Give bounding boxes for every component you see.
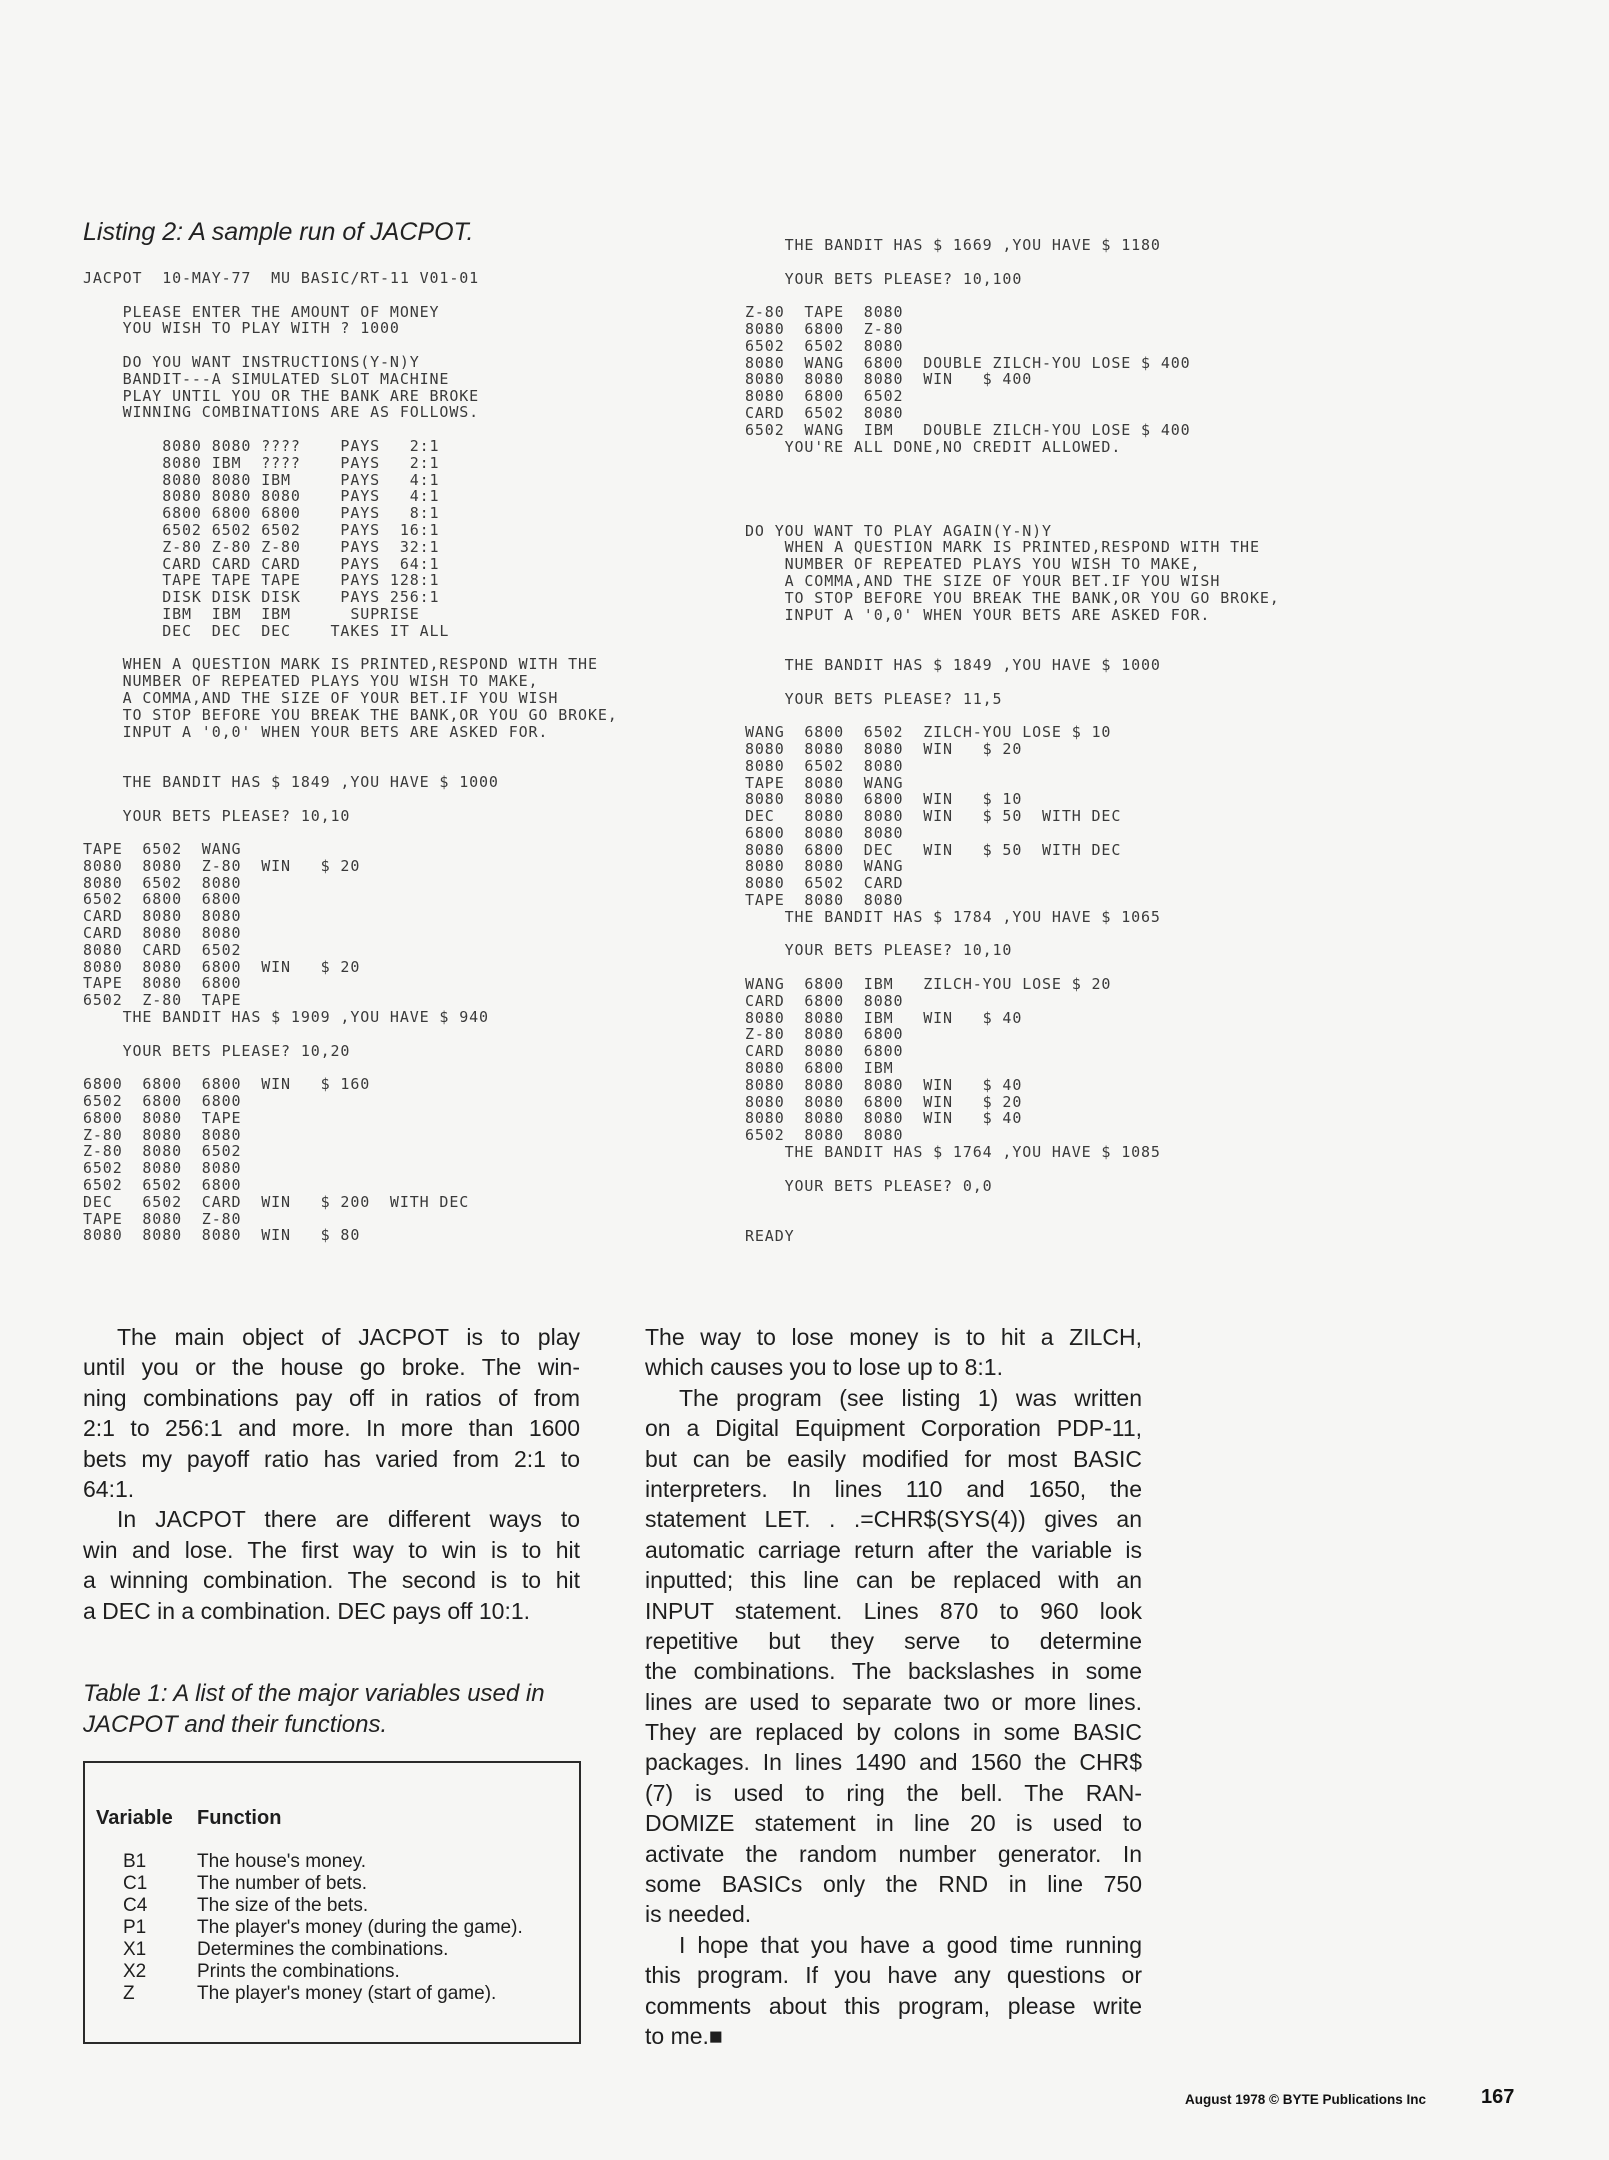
- listing-line: CARD 6502 8080: [745, 403, 904, 422]
- listing-line: [745, 623, 1280, 640]
- variable-function: Prints the combinations.: [197, 1961, 400, 1982]
- listing-line: TAPE 6502 WANG: [83, 840, 242, 859]
- listing-line: CARD 8080 6800: [745, 1042, 904, 1061]
- paragraph-line: packages. In lines 1490 and 1560 the CHR$: [645, 1749, 1142, 1776]
- footer-credit: August 1978 © BYTE Publications Inc: [1185, 2092, 1426, 2107]
- body-column-left: [83, 1322, 580, 1626]
- listing-line: [83, 287, 618, 304]
- listing-line: JACPOT 10-MAY-77 MU BASIC/RT-11 V01-01: [83, 269, 480, 287]
- listing-line: 8080 IBM ???? PAYS 2:1: [83, 453, 440, 472]
- listing-line: [745, 254, 1280, 271]
- listing-line: WHEN A QUESTION MARK IS PRINTED,RESPOND WITH THE: [83, 655, 598, 674]
- variable-name: C1: [123, 1873, 148, 1894]
- variable-function: The number of bets.: [197, 1873, 368, 1894]
- listing-line: 8080 8080 8080 WIN $ 20: [745, 739, 1023, 758]
- listing-line: CARD 8080 8080: [83, 924, 242, 943]
- listing-line: DEC DEC DEC TAKES IT ALL: [83, 621, 450, 640]
- page-number: 167: [1481, 2086, 1515, 2108]
- listing-line: WHEN A QUESTION MARK IS PRINTED,RESPOND WITH THE: [745, 538, 1260, 557]
- paragraph-line: win and lose. The first way to win is to hit: [83, 1536, 580, 1563]
- listing-line: TAPE 8080 8080: [745, 891, 904, 910]
- listing-line: WINNING COMBINATIONS ARE AS FOLLOWS.: [83, 403, 480, 422]
- paragraph-line: interpreters. In lines 110 and 1650, the: [645, 1475, 1142, 1502]
- listing-line: [83, 421, 618, 438]
- paragraph-line: lines are used to separate two or more lines.: [645, 1688, 1142, 1715]
- paragraph-line: activate the random number generator. In: [645, 1840, 1142, 1867]
- listing-line: [745, 287, 1280, 304]
- listing-line: 6502 WANG IBM DOUBLE ZILCH-YOU LOSE $ 400: [745, 420, 1191, 439]
- listing-line: 8080 8080 8080 WIN $ 40: [745, 1075, 1023, 1094]
- listing-line: 6502 6502 6800: [83, 1176, 242, 1195]
- variable-name: X1: [123, 1939, 147, 1960]
- listing-line: YOUR BETS PLEASE? 10,10: [83, 806, 351, 825]
- listing-line: 6502 Z-80 TAPE: [83, 991, 242, 1010]
- paragraph-line: to me.■: [645, 2022, 723, 2049]
- listing-line: TAPE 8080 WANG: [745, 773, 904, 792]
- listing-line: Z-80 TAPE 8080: [745, 303, 904, 322]
- listing-line: 8080 8080 Z-80 WIN $ 20: [83, 856, 361, 875]
- paragraph-line: comments about this program, please write: [645, 1992, 1142, 2019]
- listing-line: [83, 1026, 618, 1043]
- table-row: [85, 1873, 579, 1895]
- listing-line: IBM IBM IBM SUPRISE: [83, 604, 420, 623]
- listing-line: [745, 489, 1280, 506]
- variable-function: The house's money.: [197, 1851, 367, 1872]
- listing-line: 8080 6502 8080: [83, 873, 242, 892]
- paragraph-line: the combinations. The backslashes in some: [645, 1658, 1142, 1685]
- listing-line: THE BANDIT HAS $ 1849 ,YOU HAVE $ 1000: [745, 655, 1161, 674]
- variable-function: The player's money (start of game).: [197, 1983, 497, 2004]
- listing-line: [745, 674, 1280, 691]
- listing-line: THE BANDIT HAS $ 1784 ,YOU HAVE $ 1065: [745, 907, 1161, 926]
- listing-line: 8080 CARD 6502: [83, 940, 242, 959]
- listing-caption: Listing 2: A sample run of JACPOT.: [83, 218, 474, 246]
- listing-line: [745, 506, 1280, 523]
- variables-table: [83, 1761, 581, 2044]
- listing-line: 6800 8080 8080: [745, 823, 904, 842]
- listing-line: NUMBER OF REPEATED PLAYS YOU WISH TO MAKE,: [83, 672, 539, 691]
- listing-line: Z-80 Z-80 Z-80 PAYS 32:1: [83, 537, 440, 556]
- listing-line: PLAY UNTIL YOU OR THE BANK ARE BROKE: [83, 386, 480, 405]
- paragraph-line: some BASICs only the RND in line 750: [645, 1871, 1142, 1898]
- listing-line: Z-80 8080 8080: [83, 1125, 242, 1144]
- listing-line: 8080 6800 DEC WIN $ 50 WITH DEC: [745, 840, 1122, 859]
- listing-line: YOUR BETS PLEASE? 11,5: [745, 689, 1003, 708]
- listing-line: 8080 6502 8080: [745, 756, 904, 775]
- listing-line: YOU'RE ALL DONE,NO CREDIT ALLOWED.: [745, 437, 1122, 456]
- listing-line: WANG 6800 6502 ZILCH-YOU LOSE $ 10: [745, 723, 1112, 742]
- paragraph-line: until you or the house go broke. The win-: [83, 1354, 580, 1381]
- paragraph-line: The main object of JACPOT is to play: [117, 1324, 580, 1350]
- listing-line: 8080 8080 6800 WIN $ 20: [83, 957, 361, 976]
- table-row: [85, 1961, 579, 1983]
- paragraph-line: They are replaced by colons in some BASIC: [645, 1719, 1142, 1746]
- listing-line: YOUR BETS PLEASE? 10,20: [83, 1041, 351, 1060]
- listing-line: 6502 6502 8080: [745, 336, 904, 355]
- table-row: [85, 1895, 579, 1917]
- listing-line: DO YOU WANT TO PLAY AGAIN(Y-N)Y: [745, 521, 1052, 540]
- header-function: Function: [197, 1807, 282, 1829]
- listing-line: [83, 1059, 618, 1076]
- paragraph-line: but can be easily modified for most BASIC: [645, 1445, 1142, 1472]
- variable-function: The player's money (during the game).: [197, 1917, 523, 1938]
- listing-line: 6502 6502 6502 PAYS 16:1: [83, 520, 440, 539]
- listing-line: 8080 6502 CARD: [745, 874, 904, 893]
- paragraph-line: statement LET. . .=CHR$(SYS(4)) gives an: [645, 1506, 1142, 1533]
- listing-line: 8080 8080 6800 WIN $ 10: [745, 790, 1023, 809]
- paragraph-line: this program. If you have any questions or: [645, 1962, 1142, 1989]
- listing-line: [83, 640, 618, 657]
- listing-line: YOUR BETS PLEASE? 0,0: [745, 1176, 993, 1195]
- listing-line: READY: [745, 1227, 795, 1246]
- listing-line: NUMBER OF REPEATED PLAYS YOU WISH TO MAKE,: [745, 555, 1201, 574]
- paragraph-line: INPUT statement. Lines 870 to 960 look: [645, 1597, 1142, 1624]
- paragraph-line: which causes you to lose up to 8:1.: [645, 1354, 1003, 1381]
- listing-line: THE BANDIT HAS $ 1669 ,YOU HAVE $ 1180: [745, 236, 1161, 254]
- header-variable: Variable: [96, 1807, 173, 1829]
- listing-line: 6800 6800 6800 PAYS 8:1: [83, 504, 440, 523]
- listing-line: [83, 824, 618, 841]
- listing-line: [83, 757, 618, 774]
- listing-line: [745, 707, 1280, 724]
- variable-name: Z: [123, 1983, 135, 2004]
- listing-line: [745, 472, 1280, 489]
- listing-line: BANDIT---A SIMULATED SLOT MACHINE: [83, 369, 450, 388]
- listing-left: [83, 270, 618, 1244]
- listing-line: [745, 455, 1280, 472]
- listing-line: 8080 8080 8080 WIN $ 40: [745, 1109, 1023, 1128]
- paragraph-line: repetitive but they serve to determine: [645, 1627, 1142, 1654]
- listing-line: [745, 926, 1280, 943]
- paragraph-line: a DEC in a combination. DEC pays off 10:1.: [83, 1597, 531, 1624]
- listing-line: [745, 1161, 1280, 1178]
- listing-line: Z-80 8080 6800: [745, 1025, 904, 1044]
- variable-name: B1: [123, 1851, 147, 1872]
- listing-line: THE BANDIT HAS $ 1909 ,YOU HAVE $ 940: [83, 1008, 489, 1027]
- listing-line: YOU WISH TO PLAY WITH ? 1000: [83, 319, 400, 338]
- variable-function: The size of the bets.: [197, 1895, 369, 1916]
- listing-line: DISK DISK DISK PAYS 256:1: [83, 588, 440, 607]
- listing-line: [83, 791, 618, 808]
- listing-line: 8080 8080 8080 WIN $ 400: [745, 370, 1033, 389]
- listing-line: 6502 6800 6800: [83, 890, 242, 909]
- listing-line: 6502 8080 8080: [745, 1126, 904, 1145]
- listing-line: DEC 6502 CARD WIN $ 200 WITH DEC: [83, 1192, 470, 1211]
- paragraph-line: (7) is used to ring the bell. The RAN-: [645, 1779, 1142, 1806]
- paragraph-line: inputted; this line can be replaced with an: [645, 1567, 1142, 1594]
- table-caption: [83, 1678, 545, 1740]
- table-row: [85, 1851, 579, 1873]
- body-column-right: [645, 1322, 1142, 2051]
- listing-line: CARD 8080 8080: [83, 907, 242, 926]
- listing-line: TO STOP BEFORE YOU BREAK THE BANK,OR YOU GO BROKE,: [83, 705, 618, 724]
- paragraph-line: a winning combination. The second is to hit: [83, 1567, 580, 1594]
- listing-line: WANG 6800 IBM ZILCH-YOU LOSE $ 20: [745, 975, 1112, 994]
- variable-name: C4: [123, 1895, 148, 1916]
- listing-line: [745, 1194, 1280, 1211]
- variable-name: P1: [123, 1917, 147, 1938]
- listing-line: CARD CARD CARD PAYS 64:1: [83, 554, 440, 573]
- listing-right: [745, 237, 1280, 1245]
- listing-line: INPUT A '0,0' WHEN YOUR BETS ARE ASKED FOR.: [745, 605, 1211, 624]
- paragraph-line: ning combinations pay off in ratios of from: [83, 1384, 580, 1411]
- listing-line: YOUR BETS PLEASE? 10,100: [745, 269, 1023, 288]
- listing-line: PLEASE ENTER THE AMOUNT OF MONEY: [83, 302, 440, 321]
- listing-line: YOUR BETS PLEASE? 10,10: [745, 941, 1013, 960]
- listing-line: [745, 959, 1280, 976]
- table-row: [85, 1983, 579, 2005]
- listing-line: [745, 1211, 1280, 1228]
- listing-line: A COMMA,AND THE SIZE OF YOUR BET.IF YOU WISH: [83, 688, 559, 707]
- table-caption-line: Table 1: A list of the major variables used in: [83, 1680, 545, 1707]
- listing-line: 8080 8080 WANG: [745, 857, 904, 876]
- table-caption-line: JACPOT and their functions.: [83, 1711, 388, 1738]
- listing-line: 6502 6800 6800: [83, 1092, 242, 1111]
- listing-line: 8080 6800 Z-80: [745, 319, 904, 338]
- listing-line: DEC 8080 8080 WIN $ 50 WITH DEC: [745, 807, 1122, 826]
- paragraph-line: 2:1 to 256:1 and more. In more than 1600: [83, 1415, 580, 1442]
- paragraph-line: The program (see listing 1) was written: [679, 1384, 1142, 1411]
- listing-line: 8080 8080 6800 WIN $ 20: [745, 1092, 1023, 1111]
- listing-line: 8080 WANG 6800 DOUBLE ZILCH-YOU LOSE $ 400: [745, 353, 1191, 372]
- listing-line: A COMMA,AND THE SIZE OF YOUR BET.IF YOU WISH: [745, 571, 1221, 590]
- listing-line: 6800 6800 6800 WIN $ 160: [83, 1075, 371, 1094]
- listing-line: THE BANDIT HAS $ 1849 ,YOU HAVE $ 1000: [83, 772, 499, 791]
- listing-line: 8080 6800 IBM: [745, 1059, 894, 1078]
- table-row: [85, 1917, 579, 1939]
- listing-line: [83, 740, 618, 757]
- paragraph-line: bets my payoff ratio has varied from 2:1 to: [83, 1445, 580, 1472]
- listing-line: 8080 8080 IBM PAYS 4:1: [83, 470, 440, 489]
- listing-line: 8080 8080 8080 WIN $ 80: [83, 1226, 361, 1245]
- listing-line: 8080 8080 IBM WIN $ 40: [745, 1008, 1023, 1027]
- paragraph-line: In JACPOT there are different ways to: [117, 1506, 580, 1533]
- paragraph-line: The way to lose money is to hit a ZILCH,: [645, 1324, 1142, 1350]
- listing-line: Z-80 8080 6502: [83, 1142, 242, 1161]
- listing-line: 8080 6800 6502: [745, 387, 904, 406]
- paragraph-line: on a Digital Equipment Corporation PDP-11,: [645, 1415, 1142, 1442]
- paragraph-line: I hope that you have a good time running: [679, 1931, 1142, 1958]
- paragraph-line: automatic carriage return after the variable is: [645, 1536, 1142, 1563]
- listing-line: [83, 337, 618, 354]
- listing-line: [745, 640, 1280, 657]
- listing-line: THE BANDIT HAS $ 1764 ,YOU HAVE $ 1085: [745, 1143, 1161, 1162]
- listing-line: DO YOU WANT INSTRUCTIONS(Y-N)Y: [83, 352, 420, 371]
- listing-line: 8080 8080 8080 PAYS 4:1: [83, 487, 440, 506]
- variable-name: X2: [123, 1961, 147, 1982]
- paragraph-line: is needed.: [645, 1901, 752, 1928]
- listing-line: TAPE TAPE TAPE PAYS 128:1: [83, 571, 440, 590]
- table-row: [85, 1939, 579, 1961]
- listing-line: 8080 8080 ???? PAYS 2:1: [83, 436, 440, 455]
- listing-line: CARD 6800 8080: [745, 991, 904, 1010]
- listing-line: INPUT A '0,0' WHEN YOUR BETS ARE ASKED FOR.: [83, 722, 549, 741]
- listing-line: 6502 8080 8080: [83, 1159, 242, 1178]
- listing-line: TO STOP BEFORE YOU BREAK THE BANK,OR YOU GO BROKE,: [745, 588, 1280, 607]
- listing-line: TAPE 8080 Z-80: [83, 1209, 242, 1228]
- variable-function: Determines the combinations.: [197, 1939, 449, 1960]
- paragraph-line: 64:1.: [83, 1475, 135, 1502]
- paragraph-line: DOMIZE statement in line 20 is used to: [645, 1810, 1142, 1837]
- listing-line: 6800 8080 TAPE: [83, 1108, 242, 1127]
- listing-line: TAPE 8080 6800: [83, 974, 242, 993]
